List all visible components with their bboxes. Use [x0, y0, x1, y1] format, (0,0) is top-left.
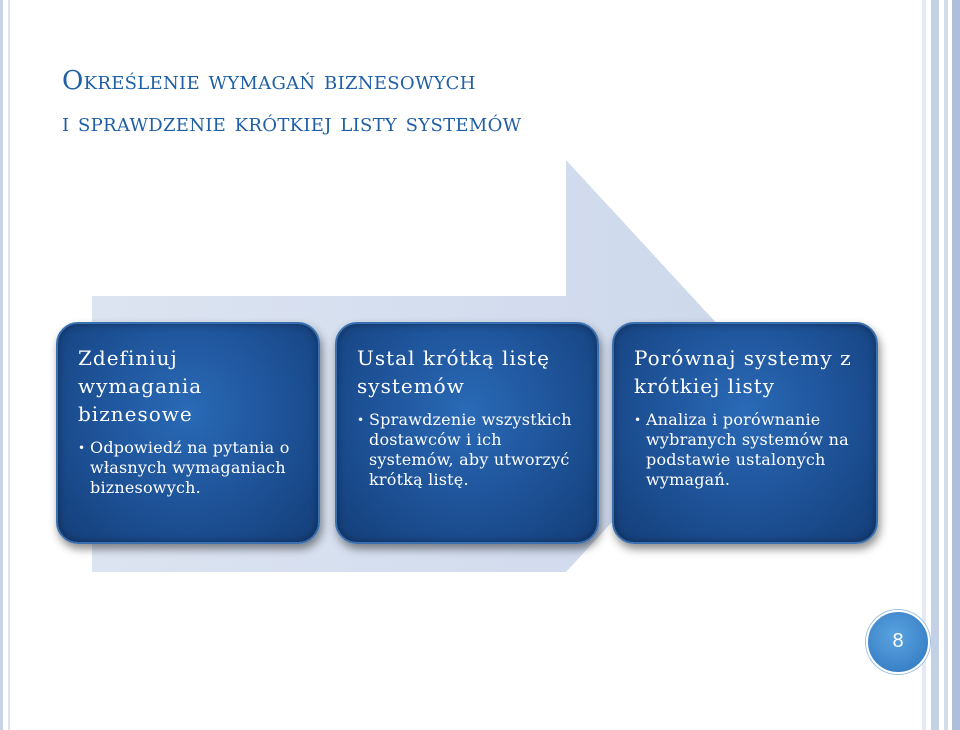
step-bullet: [78, 438, 302, 498]
step-bullet: [634, 410, 866, 490]
step-heading: Zdefiniuj wymagania biznesowe: [78, 346, 203, 426]
slide-title-line-1: Określenie wymagań biznesowych: [62, 66, 476, 96]
slide-title-line-2: i sprawdzenie krótkiej listy systemów: [62, 108, 522, 138]
page-number-badge: 8: [866, 610, 930, 674]
bullet-dot-icon: •: [78, 441, 86, 455]
bullet-dot-icon: •: [634, 413, 642, 427]
step-bullet-text: Analiza i porównanie wybranych systemów na podstawie ustalonych wymagań.: [646, 410, 849, 489]
step-bullet-text: Sprawdzenie wszystkich dostawców i ich systemów, aby utworzyć krótką listę.: [369, 410, 572, 489]
step-heading: Porównaj systemy z krótkiej listy: [634, 346, 852, 398]
step-box-shortlist: [335, 322, 599, 544]
step-bullet: [357, 410, 583, 490]
step-box-define-requirements: [56, 322, 320, 544]
step-box-compare-systems: [612, 322, 878, 544]
bullet-dot-icon: •: [357, 413, 365, 427]
step-heading: Ustal krótką listę systemów: [357, 346, 550, 398]
step-bullet-text: Odpowiedź na pytania o własnych wymaganiach biznesowych.: [90, 438, 290, 497]
